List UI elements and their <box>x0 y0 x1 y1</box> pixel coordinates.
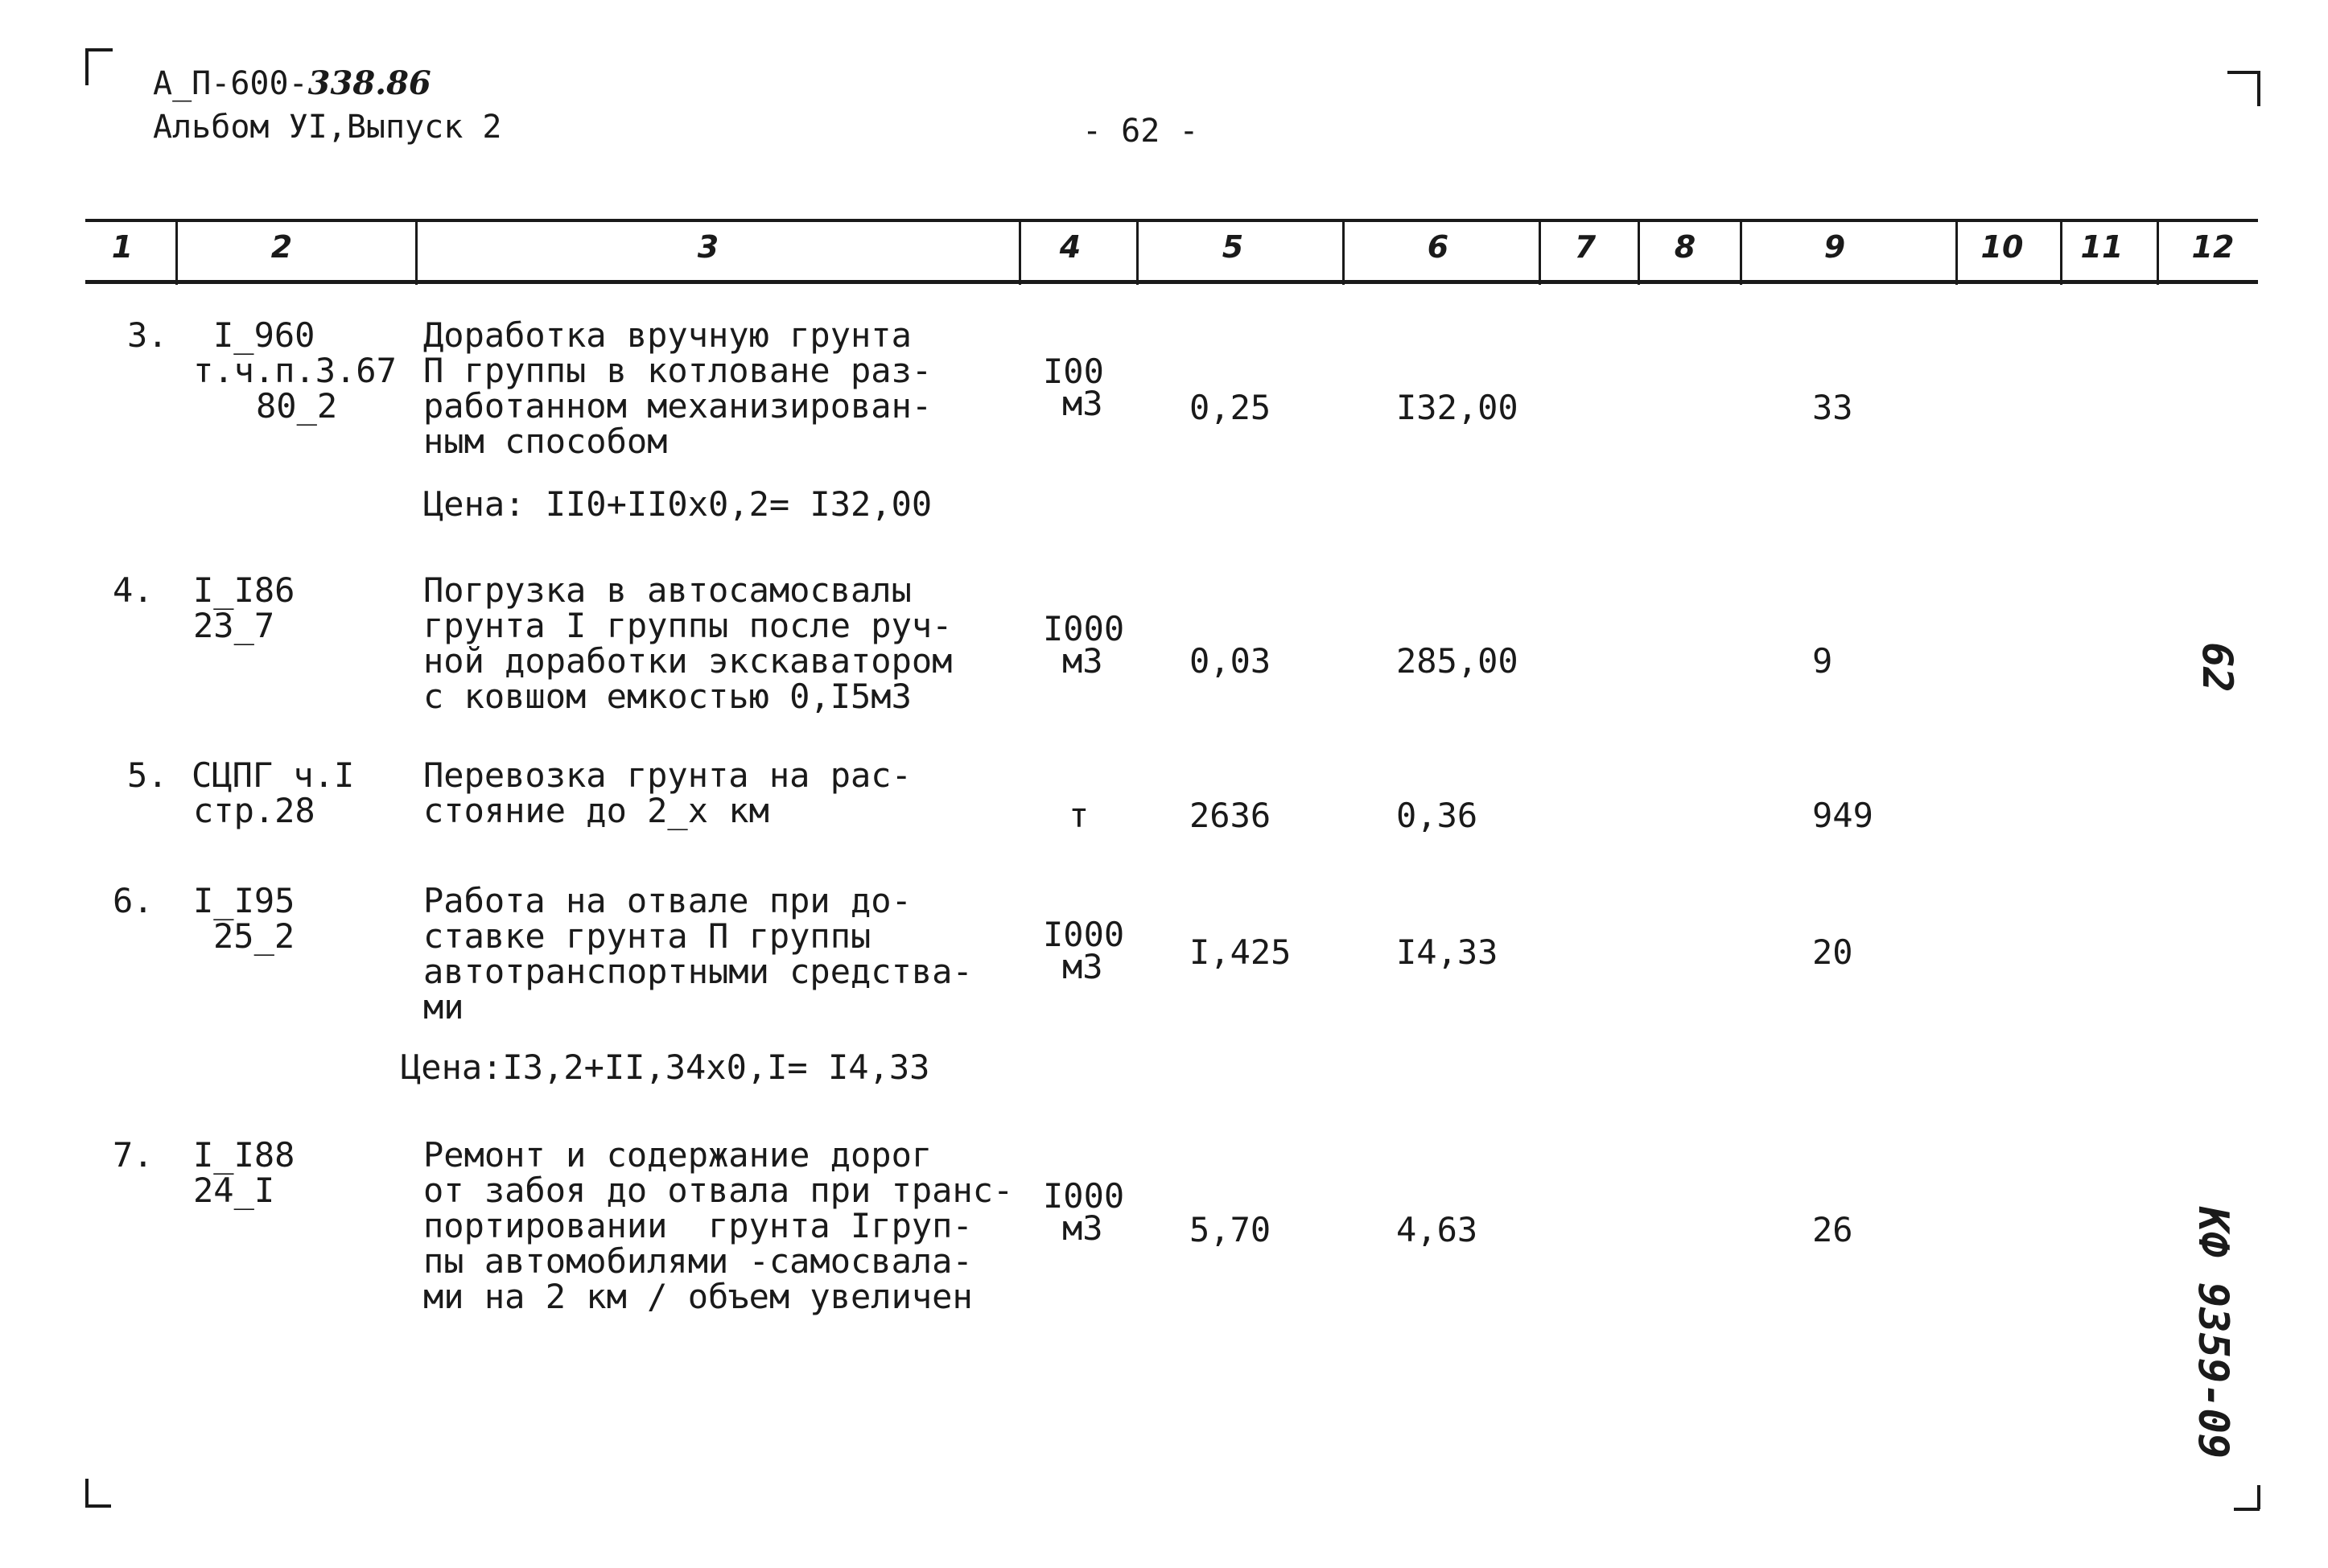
margin-archive-code: КФ 9359-09 <box>2189 1207 2237 1459</box>
quantity: 0,03 <box>1189 641 1271 681</box>
total-cost: 949 <box>1812 796 1873 835</box>
total-cost: 33 <box>1812 388 1853 427</box>
column-separator <box>1019 219 1021 285</box>
quantity: I,425 <box>1189 932 1292 972</box>
total-cost: 20 <box>1812 932 1853 972</box>
column-number-8: 8 <box>1674 229 1696 265</box>
unit: I000 <box>1043 609 1125 648</box>
row-number: 4. <box>113 570 154 610</box>
norm-code: I_I86 <box>193 570 295 610</box>
column-separator <box>1638 219 1640 285</box>
column-number-6: 6 <box>1427 229 1449 265</box>
document-code-prefix: А_П-600- <box>153 65 308 102</box>
unit: м3 <box>1062 947 1103 986</box>
work-description: Ремонт и содержание дорог от забоя до отвала при транс- портировании грунта Iгруп- пы автомобилями -самосвала- ми на 2 км / объем увеличен <box>423 1135 1014 1316</box>
table-header-bottom-rule <box>85 280 2258 284</box>
corner-mark-top-right <box>2257 71 2260 106</box>
unit-price: I32,00 <box>1396 388 1518 427</box>
column-separator <box>1740 219 1742 285</box>
column-number-10: 10 <box>1980 229 2024 265</box>
corner-mark-top-right-h <box>2227 71 2260 74</box>
norm-code: 80_2 <box>256 386 338 426</box>
unit-price: 285,00 <box>1396 641 1518 681</box>
page-number: - 62 - <box>1082 113 1199 150</box>
column-number-12: 12 <box>2191 229 2235 265</box>
column-number-9: 9 <box>1823 229 1846 265</box>
norm-code: I_I88 <box>193 1135 295 1175</box>
norm-code: 24_I <box>193 1171 275 1210</box>
column-separator <box>1539 219 1541 285</box>
column-number-11: 11 <box>2080 229 2124 265</box>
unit: I000 <box>1043 915 1125 954</box>
total-cost: 26 <box>1812 1210 1853 1249</box>
column-separator <box>415 219 418 285</box>
unit-price: 4,63 <box>1396 1210 1478 1249</box>
column-number-2: 2 <box>270 229 293 265</box>
quantity: 0,25 <box>1189 388 1271 427</box>
unit: м3 <box>1062 1208 1103 1248</box>
unit: I00 <box>1043 352 1104 391</box>
row-number: 3. <box>127 315 168 355</box>
norm-code: 23_7 <box>193 606 275 645</box>
price-note: Цена:I3,2+II,34x0,I= I4,33 <box>401 1047 930 1087</box>
quantity: 5,70 <box>1189 1210 1271 1249</box>
column-separator <box>1342 219 1345 285</box>
quantity: 2636 <box>1189 796 1271 835</box>
row-number: 6. <box>113 881 154 920</box>
norm-code: I_960 <box>213 315 315 355</box>
price-note: Цена: II0+II0x0,2= I32,00 <box>423 484 933 524</box>
unit-price: 0,36 <box>1396 796 1478 835</box>
column-number-3: 3 <box>697 229 719 265</box>
document-code <box>153 64 431 102</box>
row-number: 7. <box>113 1135 154 1175</box>
column-separator <box>1136 219 1139 285</box>
work-description: Доработка вручную грунта П группы в котловане раз- работанном механизирован- ным способом <box>423 315 933 461</box>
column-number-5: 5 <box>1222 229 1244 265</box>
column-number-7: 7 <box>1574 229 1597 265</box>
work-description: Работа на отвале при до- ставке грунта П группы автотранспортными средства- ми <box>423 881 973 1027</box>
unit-price: I4,33 <box>1396 932 1498 972</box>
norm-code: I_I95 <box>193 881 295 920</box>
document-code-handwritten: 338.86 <box>307 64 431 102</box>
work-description: Погрузка в автосамосвалы грунта I группы после руч- ной доработки экскаватором с ковшом емкостью 0,I5м3 <box>423 570 953 716</box>
corner-mark-bottom-left-h <box>85 1504 111 1508</box>
unit: т <box>1069 796 1090 835</box>
norm-code: т.ч.п.3.67 <box>193 351 397 390</box>
table-header-top-rule <box>85 219 2258 222</box>
column-separator <box>1955 219 1958 285</box>
corner-mark-bottom-right <box>2257 1485 2260 1509</box>
margin-page-mark: 62 <box>2193 642 2241 693</box>
total-cost: 9 <box>1812 641 1833 681</box>
column-number-4: 4 <box>1059 229 1082 265</box>
row-number: 5. <box>127 755 168 795</box>
corner-mark-top-left-h <box>85 48 113 51</box>
corner-mark-top-left <box>85 48 89 85</box>
unit: м3 <box>1062 384 1103 423</box>
norm-code: СЦПГ ч.I <box>192 755 355 795</box>
corner-mark-bottom-right-h <box>2234 1508 2260 1511</box>
corner-mark-bottom-left <box>85 1479 89 1506</box>
work-description: Перевозка грунта на рас- стояние до 2_х км <box>423 755 912 830</box>
column-number-1: 1 <box>111 229 134 265</box>
column-separator <box>2060 219 2062 285</box>
norm-code: стр.28 <box>193 791 315 830</box>
unit: м3 <box>1062 641 1103 681</box>
column-separator <box>2157 219 2159 285</box>
unit: I000 <box>1043 1176 1125 1216</box>
album-issue: Альбом УI,Выпуск 2 <box>153 109 502 146</box>
column-separator <box>175 219 178 285</box>
norm-code: 25_2 <box>213 916 295 956</box>
